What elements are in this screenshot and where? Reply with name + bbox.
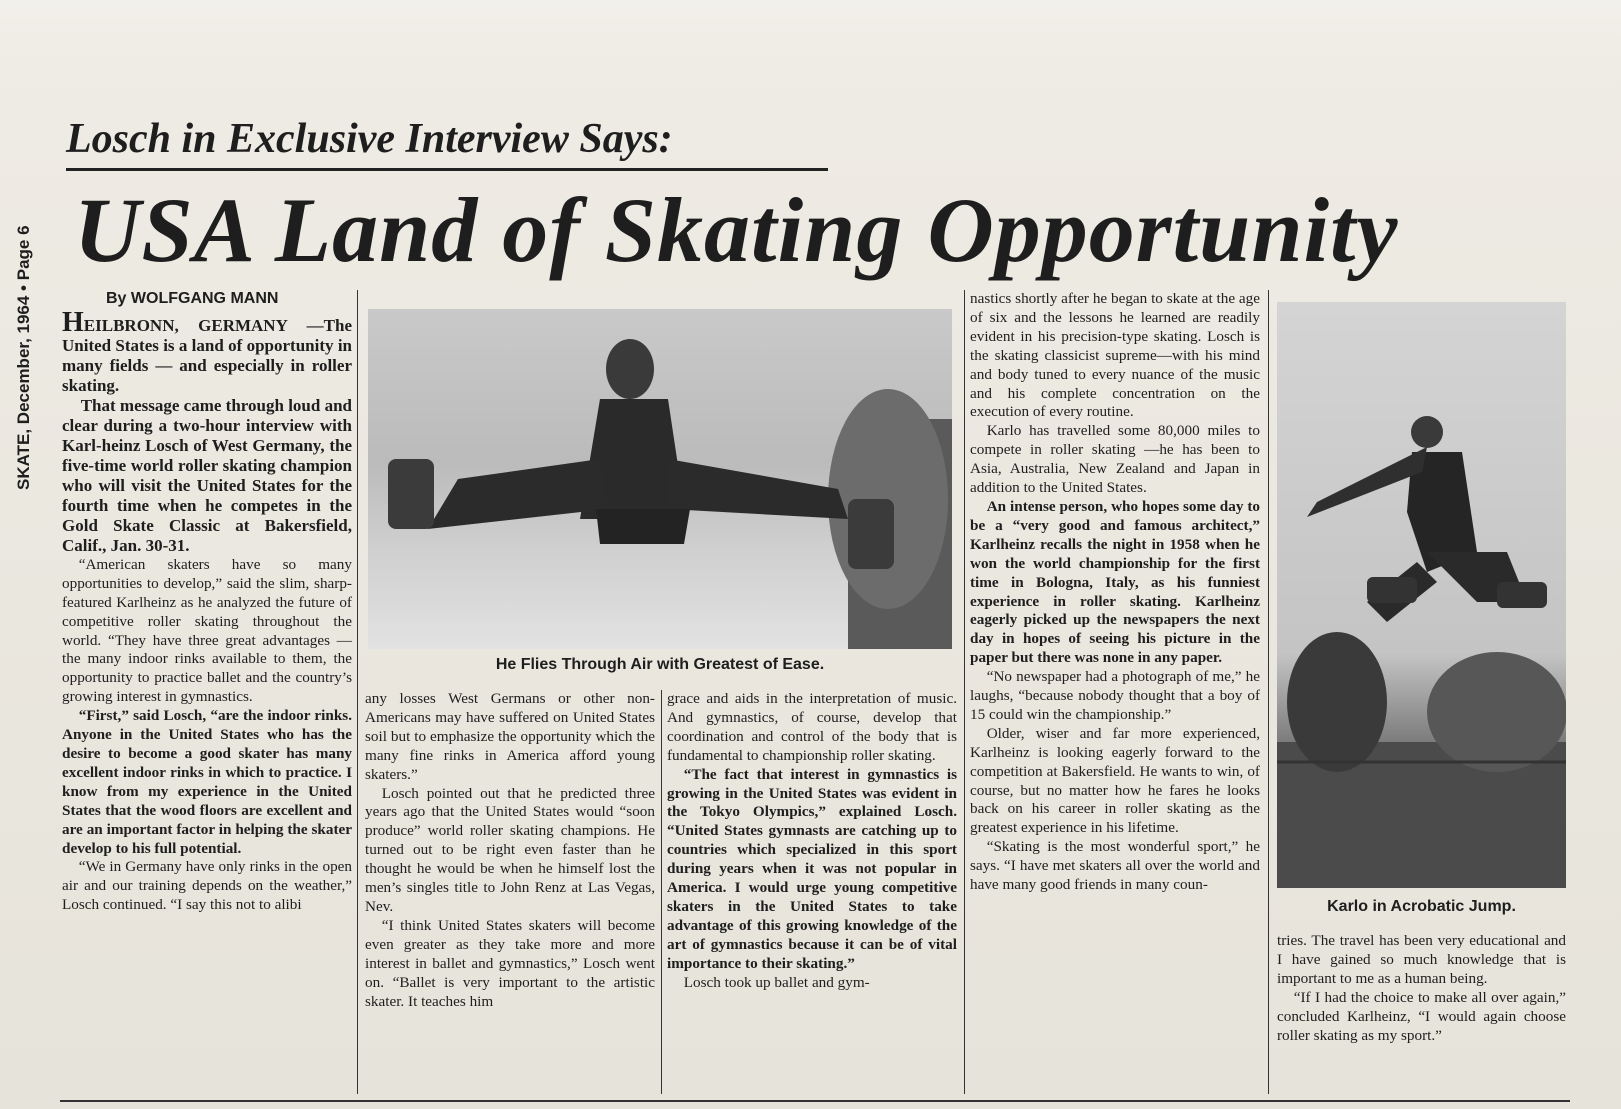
col1-para-1: That message came through loud and clear during a two-hour interview with Karl-heinz Losch of West Germany, the five-time world roller skating champion who will visit the United States for the fourth time when he competes in the Gold Skate Classic at Bakersfield, Calif., Jan. 30-31. xyxy=(62,395,352,555)
photo-karlo-acrobatic-jump xyxy=(1277,302,1566,888)
photo-1-caption: He Flies Through Air with Greatest of Ease. xyxy=(495,656,825,673)
col1-para-4: “We in Germany have only rinks in the open air and our training depends on the weather,” Losch continued. “I say this not to alibi xyxy=(62,858,352,914)
column-3 xyxy=(667,690,957,1094)
column-rule-1 xyxy=(357,290,358,1094)
dateline-paragraph xyxy=(62,306,352,396)
byline: By WOLFGANG MANN xyxy=(106,290,279,307)
photo-1-illustration xyxy=(368,309,952,649)
kicker-underline xyxy=(66,168,828,171)
col1-para-3: “First,” said Losch, “are the indoor rinks. Anyone in the United States who has the desire to become a good skater has many excellent indoor rinks in which to practice. I know from my experience in the United States that the wood floors are excellent and are an important factor in helping the skater develop to his full potential. xyxy=(62,707,352,857)
col4-para-4: “No newspaper had a photograph of me,” he laughs, “because nobody thought that a boy of 15 could win the championship.” xyxy=(970,668,1260,723)
drop-cap: H xyxy=(62,306,84,338)
col1-para-2: “American skaters have so many opportunities to develop,” said the slim, sharp-featured Karlheinz as he analyzed the future of competitive roller skating throughout the world. “They have three great advantages — the many indoor rinks available to them, the opportunity to practice ballet and the country’s growing interest in gymnastics. xyxy=(62,555,352,706)
col5-para-2: “If I had the choice to make all over again,” concluded Karlheinz, “I would again choose roller skating as my sport.” xyxy=(1277,988,1566,1044)
col3-para-1: grace and aids in the interpretation of music. And gymnastics, of course, develop that coordination and control of the body that is fundamental to championship roller skating. xyxy=(667,690,957,764)
col4-para-2: Karlo has travelled some 80,000 miles to compete in roller skating —he has been to Asia, Australia, New Zealand and Japan in addition to the United States. xyxy=(970,422,1260,497)
main-headline: USA Land of Skating Opportunity xyxy=(74,179,1399,281)
col2-para-1: any losses West Germans or other non-Americans may have suffered on United States soil but to emphasize the opportunity which the many fine rinks in America afford young skaters.” xyxy=(365,690,655,783)
page-bottom-rule xyxy=(60,1100,1570,1102)
column-4 xyxy=(970,290,1260,1094)
col3-para-3: Losch took up ballet and gym- xyxy=(683,973,870,991)
photo-2-caption: Karlo in Acrobatic Jump. xyxy=(1327,898,1516,915)
photo-losch-split-jump xyxy=(368,309,952,649)
col4-para-5: Older, wiser and far more experienced, Karlheinz is looking eagerly forward to the competition at Bakersfield. He wants to win, of course, but no matter how he fares he looks back on his career in roller skating as the greatest experience in his lifetime. xyxy=(970,724,1260,837)
column-5 xyxy=(1277,932,1566,1094)
page-folio: SKATE, December, 1964 • Page 6 xyxy=(14,225,33,490)
col4-para-6: “Skating is the most wonderful sport,” he says. “I have met skaters all over the world and have many good friends in many coun- xyxy=(970,838,1260,894)
column-rule-4 xyxy=(1268,290,1269,1094)
column-2 xyxy=(365,690,655,1094)
col2-para-2: Losch pointed out that he predicted three years ago that the United States would “soon produce” world roller skating champions. He turned out to be right even faster than he thought he would be when he himself lost the men’s singles title to John Renz at Las Vegas, Nev. xyxy=(365,784,655,915)
column-1 xyxy=(62,290,352,1094)
col5-para-1: tries. The travel has been very educational and I have gained so much knowledge that is important to me as a human being. xyxy=(1277,932,1566,987)
kicker-headline: Losch in Exclusive Interview Says: xyxy=(66,116,673,162)
col3-para-2: “The fact that interest in gymnastics is growing in the United States was evident in the Tokyo Olympics,” explained Losch. “United States gymnasts are catching up to countries which specialized in this sport during years when it was not popular in America. I would urge young competitive skaters in the United States to take advantage of this growing knowledge of the art of gymnastics because it can be of vital importance to their skating.” xyxy=(667,765,957,972)
col2-para-3: “I think United States skaters will become even greater as they take more and more interest in ballet and gymnastics,” Losch went on. “Ballet is very important to the artistic skater. It teaches him xyxy=(365,916,655,1010)
photo-2-illustration xyxy=(1277,302,1566,888)
column-rule-3 xyxy=(964,290,965,1094)
col4-para-1: nastics shortly after he began to skate at the age of six and the lessons he learned are readily evident in his precision-type skating. Losch is the skating classicist supreme—with his mind and body tuned to every nuance of the music and his complete concentration on the execution of every routine. xyxy=(970,290,1260,421)
dateline-text: EILBRONN, GERMANY —The United States is a land of opportunity in many fields — and especially in roller skating. xyxy=(62,315,352,395)
column-rule-2 xyxy=(661,690,662,1094)
col4-para-3: An intense person, who hopes some day to be a “very good and famous architect,” Karlheinz recalls the night in 1958 when he won the world championship for the first time in Bologna, Italy, as his funniest experience in roller skating. Karlheinz eagerly picked up the newspapers the next day in hopes of seeing his picture in the paper but there was none in any paper. xyxy=(970,497,1260,667)
page-top-bleed xyxy=(0,0,1621,60)
